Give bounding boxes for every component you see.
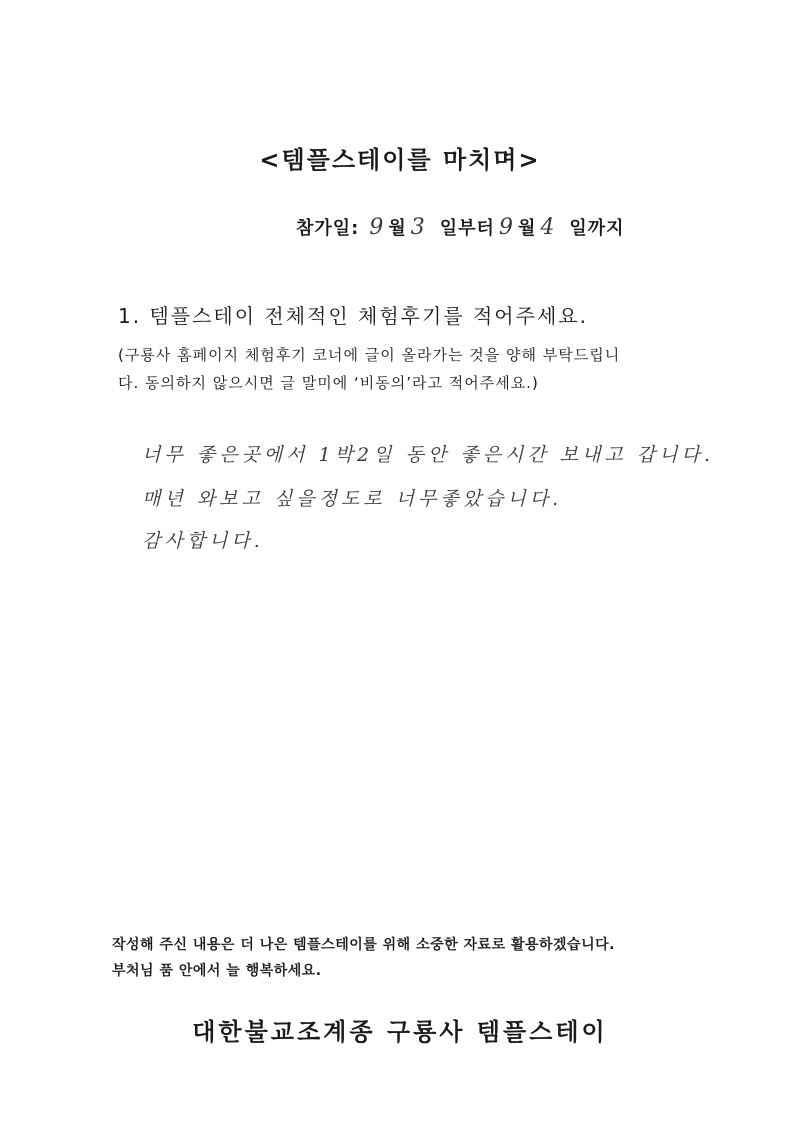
footer-note-line-2: 부처님 품 안에서 늘 행복하세요. xyxy=(112,963,322,979)
question-heading: 1. 템플스테이 전체적인 체험후기를 적어주세요. xyxy=(118,304,588,328)
participation-label: 참가일: xyxy=(296,218,360,239)
until-text: 일까지 xyxy=(569,218,625,239)
end-month-value: 9 xyxy=(498,215,514,240)
footer-note-line-1: 작성해 주신 내용은 더 나은 템플스테이를 위해 소중한 자료로 활용하겠습니다. xyxy=(112,937,615,953)
participation-dates xyxy=(296,214,625,240)
start-month-value: 9 xyxy=(369,215,385,240)
from-text: 일부터 xyxy=(439,218,495,239)
handwritten-answer-line-1: 너무 좋은곳에서 1박2일 동안 좋은시간 보내고 갑니다. xyxy=(142,444,714,466)
start-day-value: 3 xyxy=(410,215,426,240)
end-day-value: 4 xyxy=(540,215,556,240)
handwritten-answer-line-2: 매년 와보고 싶을정도로 너무좋았습니다. xyxy=(142,488,563,510)
handwritten-answer-line-3: 감사합니다. xyxy=(142,530,264,552)
question-note-line-1: (구룡사 홈페이지 체험후기 코너에 글이 올라가는 것을 양해 부탁드립니 xyxy=(118,346,621,364)
organization-name: 대한불교조계종 구룡사 템플스테이 xyxy=(192,1018,608,1046)
page-title: <템플스테이를 마치며> xyxy=(259,146,541,174)
month-unit-end: 월 xyxy=(517,218,537,239)
month-unit-start: 월 xyxy=(388,218,407,239)
question-note-line-2: 다. 동의하지 않으시면 글 말미에 ‘비동의’라고 적어주세요.) xyxy=(118,374,539,392)
